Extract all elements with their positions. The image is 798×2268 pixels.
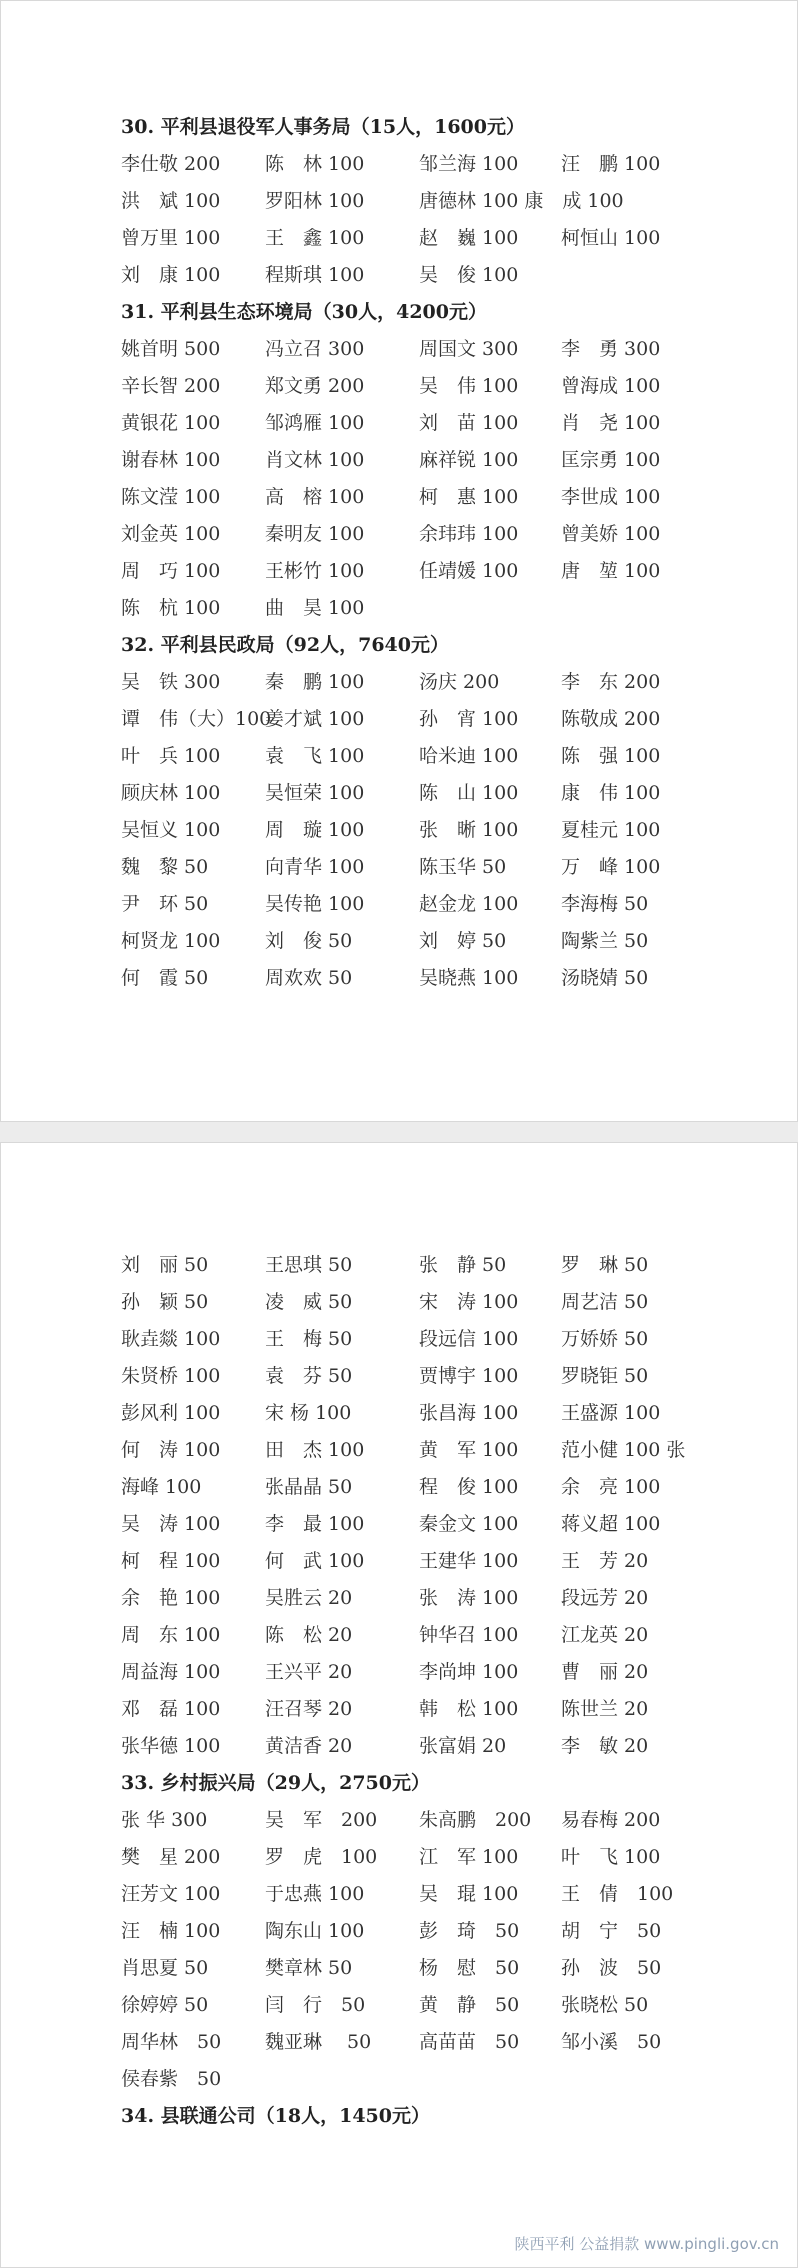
donor-row (121, 1691, 721, 1728)
donor-entry: 唐德林 100 康 成 100 (419, 190, 624, 212)
donor-entry: 陈敬成 200 (561, 708, 661, 730)
donor-entry: 周国文 300 (419, 338, 519, 360)
donor-row (121, 1469, 721, 1506)
donor-entry: 刘 丽 50 (121, 1254, 209, 1276)
donor-entry: 肖文林 100 (265, 449, 365, 471)
donor-entry: 张晓松 50 (561, 1994, 649, 2016)
donor-entry: 夏桂元 100 (561, 819, 661, 841)
section-heading: 33. 乡村振兴局（29人，2750元） (121, 1772, 430, 1794)
donor-entry: 江 军 100 (419, 1846, 519, 1868)
donor-entry: 叶 兵 100 (121, 745, 221, 767)
donor-entry: 宋 杨 100 (265, 1402, 352, 1424)
donor-entry: 柯贤龙 100 (121, 930, 221, 952)
donor-entry: 柯恒山 100 (561, 227, 661, 249)
donor-row (121, 923, 721, 960)
donor-entry: 王建华 100 (419, 1550, 519, 1572)
donor-entry: 秦 鹏 100 (265, 671, 365, 693)
donor-entry: 王思琪 50 (265, 1254, 353, 1276)
donor-row (121, 516, 721, 553)
donor-entry: 王彬竹 100 (265, 560, 365, 582)
donor-row (121, 1432, 721, 1469)
donor-entry: 海峰 100 (121, 1476, 202, 1498)
donor-entry: 何 武 100 (265, 1550, 365, 1572)
donor-entry: 王 梅 50 (265, 1328, 353, 1350)
donor-entry: 张 涛 100 (419, 1587, 519, 1609)
donor-entry: 李 敏 20 (561, 1735, 649, 1757)
donor-entry: 余玮玮 100 (419, 523, 519, 545)
donor-entry: 吴胜云 20 (265, 1587, 353, 1609)
donor-entry: 吴恒荣 100 (265, 782, 365, 804)
donor-row (121, 1543, 721, 1580)
donor-entry: 李 最 100 (265, 1513, 365, 1535)
donor-entry: 田 杰 100 (265, 1439, 365, 1461)
donor-entry: 黄 军 100 (419, 1439, 519, 1461)
donor-entry: 韩 松 100 (419, 1698, 519, 1720)
donor-entry: 吴 伟 100 (419, 375, 519, 397)
donor-entry: 刘 俊 50 (265, 930, 353, 952)
donor-row (121, 368, 721, 405)
donor-entry: 周益海 100 (121, 1661, 221, 1683)
donor-entry: 王盛源 100 (561, 1402, 661, 1424)
donor-row (121, 849, 721, 886)
donor-entry: 张富娟 20 (419, 1735, 507, 1757)
donor-entry: 黄洁香 20 (265, 1735, 353, 1757)
donor-row (121, 1950, 721, 1987)
document-page-2 (0, 1142, 798, 2268)
donor-entry: 周 巧 100 (121, 560, 221, 582)
donor-row (121, 442, 721, 479)
donor-entry: 朱贤桥 100 (121, 1365, 221, 1387)
donor-entry: 曹 丽 20 (561, 1661, 649, 1683)
donor-entry: 谭 伟（大）100 (121, 708, 272, 730)
donor-row (121, 1654, 721, 1691)
donor-row (121, 664, 721, 701)
donor-entry: 刘金英 100 (121, 523, 221, 545)
donor-entry: 刘 康 100 (121, 264, 221, 286)
donor-row (121, 1728, 721, 1765)
donor-entry: 向青华 100 (265, 856, 365, 878)
donor-entry: 曾美娇 100 (561, 523, 661, 545)
donor-entry: 张晶晶 50 (265, 1476, 353, 1498)
donor-row (121, 1321, 721, 1358)
donor-entry: 孙 宵 100 (419, 708, 519, 730)
donor-row (121, 220, 721, 257)
donor-entry: 江龙英 20 (561, 1624, 649, 1646)
donor-entry: 邹鸿雁 100 (265, 412, 365, 434)
donor-entry: 康 伟 100 (561, 782, 661, 804)
donor-row (121, 1580, 721, 1617)
donor-entry: 高苗苗 50 (419, 2031, 520, 2053)
donor-row (121, 1617, 721, 1654)
donor-entry: 邹兰海 100 (419, 153, 519, 175)
donor-entry: 陈 杭 100 (121, 597, 221, 619)
section-heading: 30. 平利县退役军人事务局（15人，1600元） (121, 116, 525, 138)
donor-row (121, 738, 721, 775)
page-2-content (121, 1247, 721, 2135)
donor-entry: 柯 程 100 (121, 1550, 221, 1572)
donor-row (121, 1913, 721, 1950)
donor-entry: 周欢欢 50 (265, 967, 353, 989)
donor-entry: 杨 慰 50 (419, 1957, 520, 1979)
donor-row (121, 1247, 721, 1284)
donor-entry: 袁 芬 50 (265, 1365, 353, 1387)
site-watermark: 陕西平利 公益捐款 www.pingli.gov.cn (514, 2235, 779, 2253)
donor-entry: 余 亮 100 (561, 1476, 661, 1498)
donor-entry: 樊章林 50 (265, 1957, 353, 1979)
donor-entry: 张昌海 100 (419, 1402, 519, 1424)
donor-entry: 秦明友 100 (265, 523, 365, 545)
donor-entry: 吴 军 200 (265, 1809, 378, 1831)
donor-entry: 余 艳 100 (121, 1587, 221, 1609)
donor-entry: 彭 琦 50 (419, 1920, 520, 1942)
donor-entry: 姚首明 500 (121, 338, 221, 360)
donor-row (121, 479, 721, 516)
donor-row (121, 812, 721, 849)
donor-entry: 高 榕 100 (265, 486, 365, 508)
donor-row (121, 183, 721, 220)
donor-entry: 唐 堃 100 (561, 560, 661, 582)
donor-row (121, 2061, 721, 2098)
donor-entry: 王兴平 20 (265, 1661, 353, 1683)
donor-entry: 赵金龙 100 (419, 893, 519, 915)
donor-row (121, 1839, 721, 1876)
donor-entry: 陈世兰 20 (561, 1698, 649, 1720)
donor-row (121, 257, 721, 294)
donor-row (121, 1802, 721, 1839)
donor-entry: 贾博宇 100 (419, 1365, 519, 1387)
donor-row (121, 960, 721, 997)
donor-row (121, 405, 721, 442)
donor-entry: 李仕敬 200 (121, 153, 221, 175)
donor-row (121, 1395, 721, 1432)
donor-row (121, 1506, 721, 1543)
donor-entry: 汪 鹏 100 (561, 153, 661, 175)
donor-entry: 陈玉华 50 (419, 856, 507, 878)
donor-entry: 刘 苗 100 (419, 412, 519, 434)
donor-entry: 陈 山 100 (419, 782, 519, 804)
donor-row (121, 146, 721, 183)
donor-entry: 袁 飞 100 (265, 745, 365, 767)
donor-entry: 周 璇 100 (265, 819, 365, 841)
donor-row (121, 775, 721, 812)
donor-entry: 谢春林 100 (121, 449, 221, 471)
donor-entry: 凌 威 50 (265, 1291, 353, 1313)
donor-entry: 任靖媛 100 (419, 560, 519, 582)
donor-entry: 李世成 100 (561, 486, 661, 508)
donor-entry: 孙 波 50 (561, 1957, 662, 1979)
section-heading: 32. 平利县民政局（92人，7640元） (121, 634, 449, 656)
donor-entry: 程 俊 100 (419, 1476, 519, 1498)
donor-entry: 彭风利 100 (121, 1402, 221, 1424)
donor-row (121, 1284, 721, 1321)
donor-entry: 罗晓钜 50 (561, 1365, 649, 1387)
donor-entry: 李尚坤 100 (419, 1661, 519, 1683)
section-heading: 34. 县联通公司（18人，1450元） (121, 2105, 430, 2127)
donor-entry: 曲 昊 100 (265, 597, 365, 619)
donor-entry: 邓 磊 100 (121, 1698, 221, 1720)
donor-entry: 魏亚琳 50 (265, 2031, 372, 2053)
donor-entry: 吴传艳 100 (265, 893, 365, 915)
donor-entry: 哈米迪 100 (419, 745, 519, 767)
donor-entry: 匡宗勇 100 (561, 449, 661, 471)
donor-entry: 黄 静 50 (419, 1994, 520, 2016)
donor-entry: 樊 星 200 (121, 1846, 221, 1868)
section-heading: 31. 平利县生态环境局（30人，4200元） (121, 301, 487, 323)
donor-entry: 尹 环 50 (121, 893, 209, 915)
donor-row (121, 331, 721, 368)
donor-entry: 万娇娇 50 (561, 1328, 649, 1350)
donor-entry: 汪召琴 20 (265, 1698, 353, 1720)
donor-entry: 陈 强 100 (561, 745, 661, 767)
donor-row (121, 2024, 721, 2061)
donor-entry: 张 晰 100 (419, 819, 519, 841)
donor-entry: 周华林 50 (121, 2031, 222, 2053)
donor-entry: 叶 飞 100 (561, 1846, 661, 1868)
donor-entry: 肖思夏 50 (121, 1957, 209, 1979)
donor-entry: 汪芳文 100 (121, 1883, 221, 1905)
donor-entry: 肖 尧 100 (561, 412, 661, 434)
donor-entry: 顾庆林 100 (121, 782, 221, 804)
donor-entry: 曾海成 100 (561, 375, 661, 397)
donor-entry: 罗 琳 50 (561, 1254, 649, 1276)
donor-row (121, 701, 721, 738)
donor-entry: 吴 铁 300 (121, 671, 221, 693)
donor-entry: 张华德 100 (121, 1735, 221, 1757)
donor-entry: 柯 惠 100 (419, 486, 519, 508)
donor-entry: 吴晓燕 100 (419, 967, 519, 989)
donor-entry: 何 涛 100 (121, 1439, 221, 1461)
donor-entry: 赵 巍 100 (419, 227, 519, 249)
donor-entry: 汤晓婧 50 (561, 967, 649, 989)
donor-entry: 周 东 100 (121, 1624, 221, 1646)
donor-entry: 蒋义超 100 (561, 1513, 661, 1535)
donor-entry: 于忠燕 100 (265, 1883, 365, 1905)
donor-entry: 朱高鹏 200 (419, 1809, 532, 1831)
donor-entry: 李 东 200 (561, 671, 661, 693)
donor-entry: 邹小溪 50 (561, 2031, 662, 2053)
donor-row (121, 553, 721, 590)
donor-entry: 易春梅 200 (561, 1809, 661, 1831)
donor-entry: 段远信 100 (419, 1328, 519, 1350)
donor-entry: 吴 涛 100 (121, 1513, 221, 1535)
page-1-content (121, 109, 721, 997)
donor-entry: 麻祥锐 100 (419, 449, 519, 471)
donor-entry: 耿垚燚 100 (121, 1328, 221, 1350)
donor-entry: 徐婷婷 50 (121, 1994, 209, 2016)
donor-entry: 周艺洁 50 (561, 1291, 649, 1313)
donor-entry: 程斯琪 100 (265, 264, 365, 286)
donor-entry: 侯春紫 50 (121, 2068, 222, 2090)
donor-entry: 吴 琨 100 (419, 1883, 519, 1905)
donor-entry: 张 华 300 (121, 1809, 208, 1831)
donor-entry: 冯立召 300 (265, 338, 365, 360)
donor-entry: 吴恒义 100 (121, 819, 221, 841)
donor-entry: 辛长智 200 (121, 375, 221, 397)
donor-entry: 陈 松 20 (265, 1624, 353, 1646)
donor-entry: 胡 宁 50 (561, 1920, 662, 1942)
donor-entry: 李 勇 300 (561, 338, 661, 360)
donor-entry: 汪 楠 100 (121, 1920, 221, 1942)
donor-entry: 洪 斌 100 (121, 190, 221, 212)
donor-entry: 钟华召 100 (419, 1624, 519, 1646)
donor-row (121, 1987, 721, 2024)
donor-entry: 李海梅 50 (561, 893, 649, 915)
donor-entry: 万 峰 100 (561, 856, 661, 878)
donor-entry: 黄银花 100 (121, 412, 221, 434)
document-page-1 (0, 0, 798, 1122)
donor-entry: 范小健 100 张 (561, 1439, 686, 1461)
donor-entry: 刘 婷 50 (419, 930, 507, 952)
donor-entry: 陈 林 100 (265, 153, 365, 175)
donor-entry: 王 芳 20 (561, 1550, 649, 1572)
donor-row (121, 1358, 721, 1395)
donor-entry: 陈文滢 100 (121, 486, 221, 508)
donor-entry: 罗 虎 100 (265, 1846, 378, 1868)
donor-entry: 张 静 50 (419, 1254, 507, 1276)
donor-entry: 何 霞 50 (121, 967, 209, 989)
donor-entry: 陶紫兰 50 (561, 930, 649, 952)
donor-row (121, 886, 721, 923)
donor-entry: 吴 俊 100 (419, 264, 519, 286)
donor-entry: 姜才斌 100 (265, 708, 365, 730)
donor-entry: 陶东山 100 (265, 1920, 365, 1942)
donor-entry: 孙 颖 50 (121, 1291, 209, 1313)
donor-entry: 宋 涛 100 (419, 1291, 519, 1313)
donor-row (121, 590, 721, 627)
donor-entry: 王 倩 100 (561, 1883, 674, 1905)
donor-entry: 魏 黎 50 (121, 856, 209, 878)
donor-entry: 王 鑫 100 (265, 227, 365, 249)
donor-entry: 秦金文 100 (419, 1513, 519, 1535)
donor-row (121, 1876, 721, 1913)
donor-entry: 闫 行 50 (265, 1994, 366, 2016)
donor-entry: 曾万里 100 (121, 227, 221, 249)
donor-entry: 罗阳林 100 (265, 190, 365, 212)
donor-entry: 段远芳 20 (561, 1587, 649, 1609)
donor-entry: 汤庆 200 (419, 671, 500, 693)
donor-entry: 郑文勇 200 (265, 375, 365, 397)
